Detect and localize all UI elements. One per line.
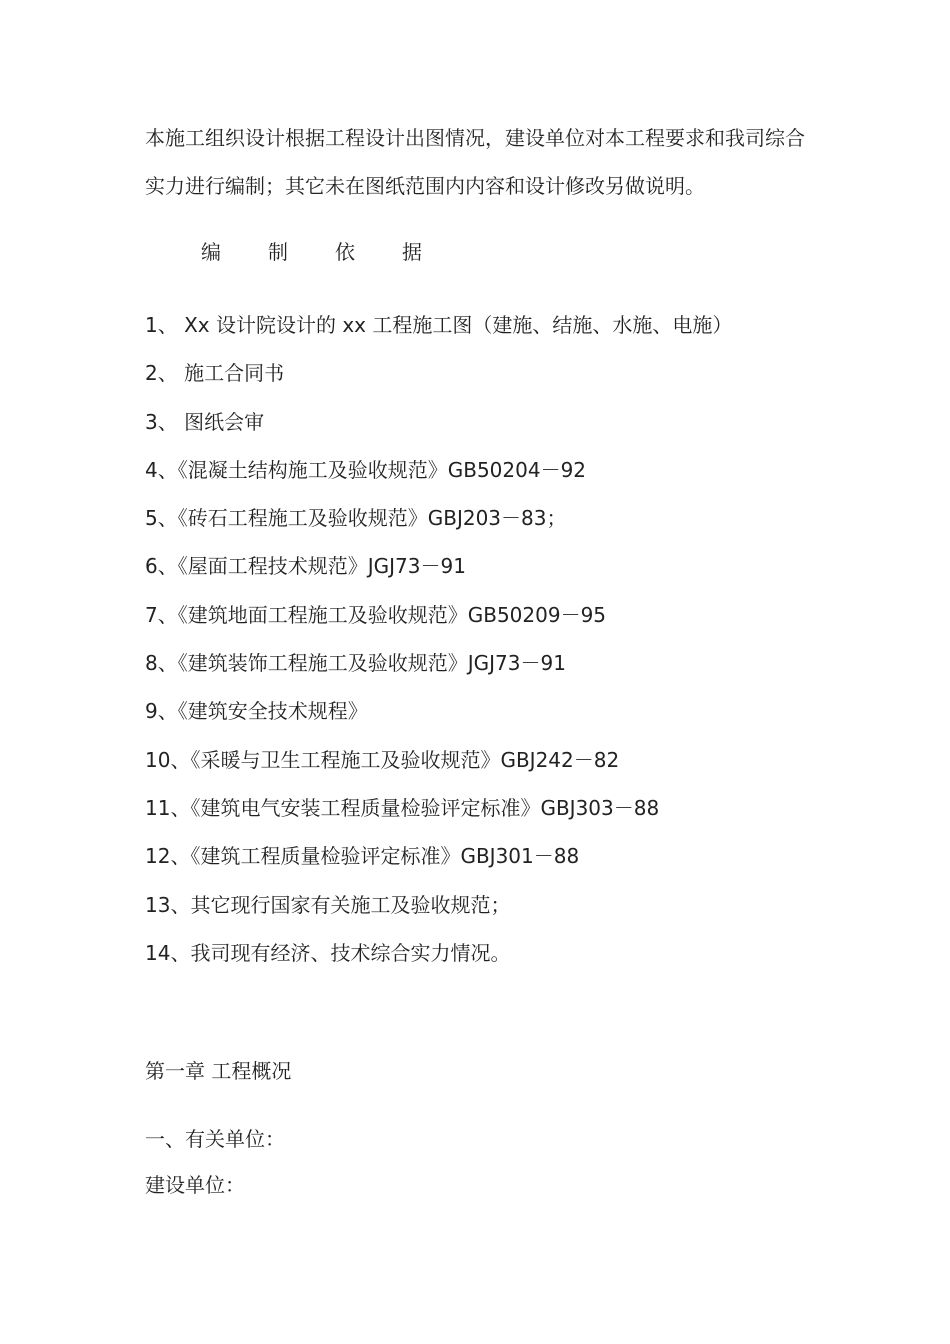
- list-item: 7、《建筑地面工程施工及验收规范》GB50209－95: [145, 602, 607, 627]
- list-item: 1、 Xx 设计院设计的 xx 工程施工图（建施、结施、水施、电施）: [145, 313, 733, 337]
- basis-list: [145, 301, 732, 977]
- intro-paragraph: [145, 114, 890, 210]
- list-item: 10、《采暖与卫生工程施工及验收规范》GBJ242－82: [145, 747, 620, 772]
- list-item: 6、《屋面工程技术规范》JGJ73－91: [145, 554, 466, 579]
- list-item: 12、《建筑工程质量检验评定标准》GBJ301－88: [145, 844, 580, 869]
- basis-heading: [201, 233, 469, 271]
- section-title: 一、有关单位：: [145, 1127, 285, 1151]
- basis-heading-char: 依: [335, 240, 355, 264]
- construction-unit-label: 建设单位：: [145, 1173, 245, 1197]
- list-item: 2、 施工合同书: [145, 361, 285, 386]
- list-item: 5、《砖石工程施工及验收规范》GBJ203－83；: [145, 506, 567, 531]
- basis-heading-char: 据: [402, 240, 422, 264]
- intro-line-2: 实力进行编制；其它未在图纸范围内内容和设计修改另做说明。: [145, 174, 705, 198]
- list-item: 13、其它现行国家有关施工及验收规范；: [145, 892, 511, 917]
- intro-line-1: 本施工组织设计根据工程设计出图情况，建设单位对本工程要求和我司综合: [145, 126, 805, 150]
- basis-heading-char: 制: [268, 240, 288, 264]
- list-item: 4、《混凝土结构施工及验收规范》GB50204－92: [145, 457, 587, 482]
- chapter-title: 第一章 工程概况: [145, 1059, 292, 1083]
- list-item: 11、《建筑电气安装工程质量检验评定标准》GBJ303－88: [145, 795, 660, 820]
- list-item: 9、《建筑安全技术规程》: [145, 699, 368, 724]
- list-item: 14、我司现有经济、技术综合实力情况。: [145, 940, 511, 965]
- list-item: 8、《建筑装饰工程施工及验收规范》JGJ73－91: [145, 651, 566, 676]
- basis-heading-char: 编: [201, 240, 221, 264]
- list-item: 3、 图纸会审: [145, 409, 265, 434]
